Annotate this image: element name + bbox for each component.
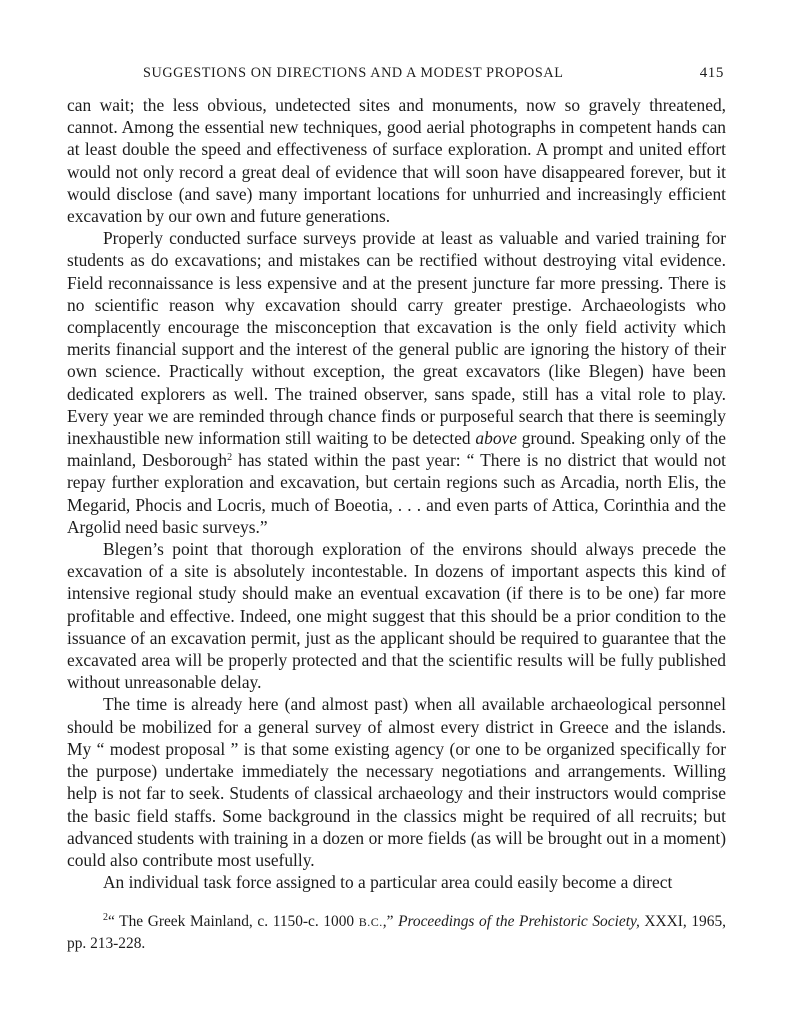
- footnote-journal: Proceedings of the Prehistoric Society,: [398, 913, 640, 931]
- paragraph-modest-proposal: The time is already here (and almost past) when all available archaeological personnel should be mobilized for a general survey of almost every district in Greece and the islands. My “ modest proposal ” is that some existing agency (or one to be organized specifically for the purpose) undertake immediately the necessary negotiations and arrangements. Willing help is not far to seek. Students of classical archaeology and their instructors would comprise the basic field staffs. Some background in the classics might be required of all recruits; but advanced students with training in a dozen or more fields (as will be brought out in a moment) could also contribute most usefully.: [67, 694, 726, 870]
- footnote-era: B.C.: [358, 915, 383, 930]
- paragraph-blegen-point: Blegen’s point that thorough exploration of the environs should always precede the excavation of a site is absolutely incontestable. In dozens of important aspects this kind of intensive regional study should make an eventual excavation (if there is to be one) far more profitable and effective. Indeed, one might suggest that this should be a prior condition to the issuance of an excavation permit, just as the applicant should be required to guarantee that the excavated area will be properly protected and that the scientific results will be fully published without unreasonable delay.: [67, 539, 726, 693]
- footnote-text: “ The Greek Mainland, c. 1150-c. 1000: [108, 913, 359, 931]
- paragraph-task-force: An individual task force assigned to a particular area could easily become a direct: [103, 872, 673, 893]
- footnote: [67, 911, 726, 954]
- paragraph-text: has stated within the past year: “ There is no district that would not repay further exploration and excavation, but certain regions such as Arcadia, north Elis, the Megarid, Phocis and Locris, much of Boeotia, . . . and even parts of Attica, Corinthia and the Argolid need basic surveys.”: [67, 450, 727, 537]
- paragraph-surface-surveys: [67, 227, 726, 538]
- emphasis-above: above: [475, 428, 517, 449]
- body-text: [67, 94, 726, 893]
- footnote-marker: 2: [103, 912, 108, 924]
- footnote-text: ,”: [382, 913, 399, 931]
- running-title: SUGGESTIONS ON DIRECTIONS AND A MODEST PROPOSAL: [143, 65, 564, 81]
- footnote-text: XXXI, 1965, pp. 213-228.: [67, 913, 726, 953]
- paragraph-text: ground. Speaking only of the mainland, Desborough: [67, 428, 726, 471]
- running-head: [67, 58, 726, 86]
- paragraph-continuation: can wait; the less obvious, undetected sites and monuments, now so gravely threatened, cannot. Among the essential new techniques, good aerial photographs in competent hands can at least double the speed and effectiveness of surface exploration. A prompt and united effort would not only record a great deal of evidence that will soon have disappeared forever, but it would disclose (and save) many important locations for unhurried and increasingly efficient excavation by our own and future generations.: [67, 95, 726, 227]
- page: [67, 58, 726, 954]
- page-number: 415: [699, 65, 724, 81]
- footnote-reference[interactable]: 2: [227, 452, 233, 464]
- paragraph-text: Properly conducted surface surveys provide at least as valuable and varied training for students as do excavations; and mistakes can be rectified without destroying vital evidence. Field reconnaissance is less expensive and at the present juncture far more pressing. There is no scientific reason why excavation should carry greater prestige. Archaeologists who complacently encourage the misconception that excavation is the only field activity which merits financial support and the interest of the general public are ignoring the history of their own science. Practically without exception, the great excavators (like Blegen) have been dedicated explorers as well. The trained observer, sans spade, still has a vital role to play. Every year we are reminded through chance finds or purposeful search that there is seemingly inexhaustible new information still waiting to be detected: [67, 228, 726, 449]
